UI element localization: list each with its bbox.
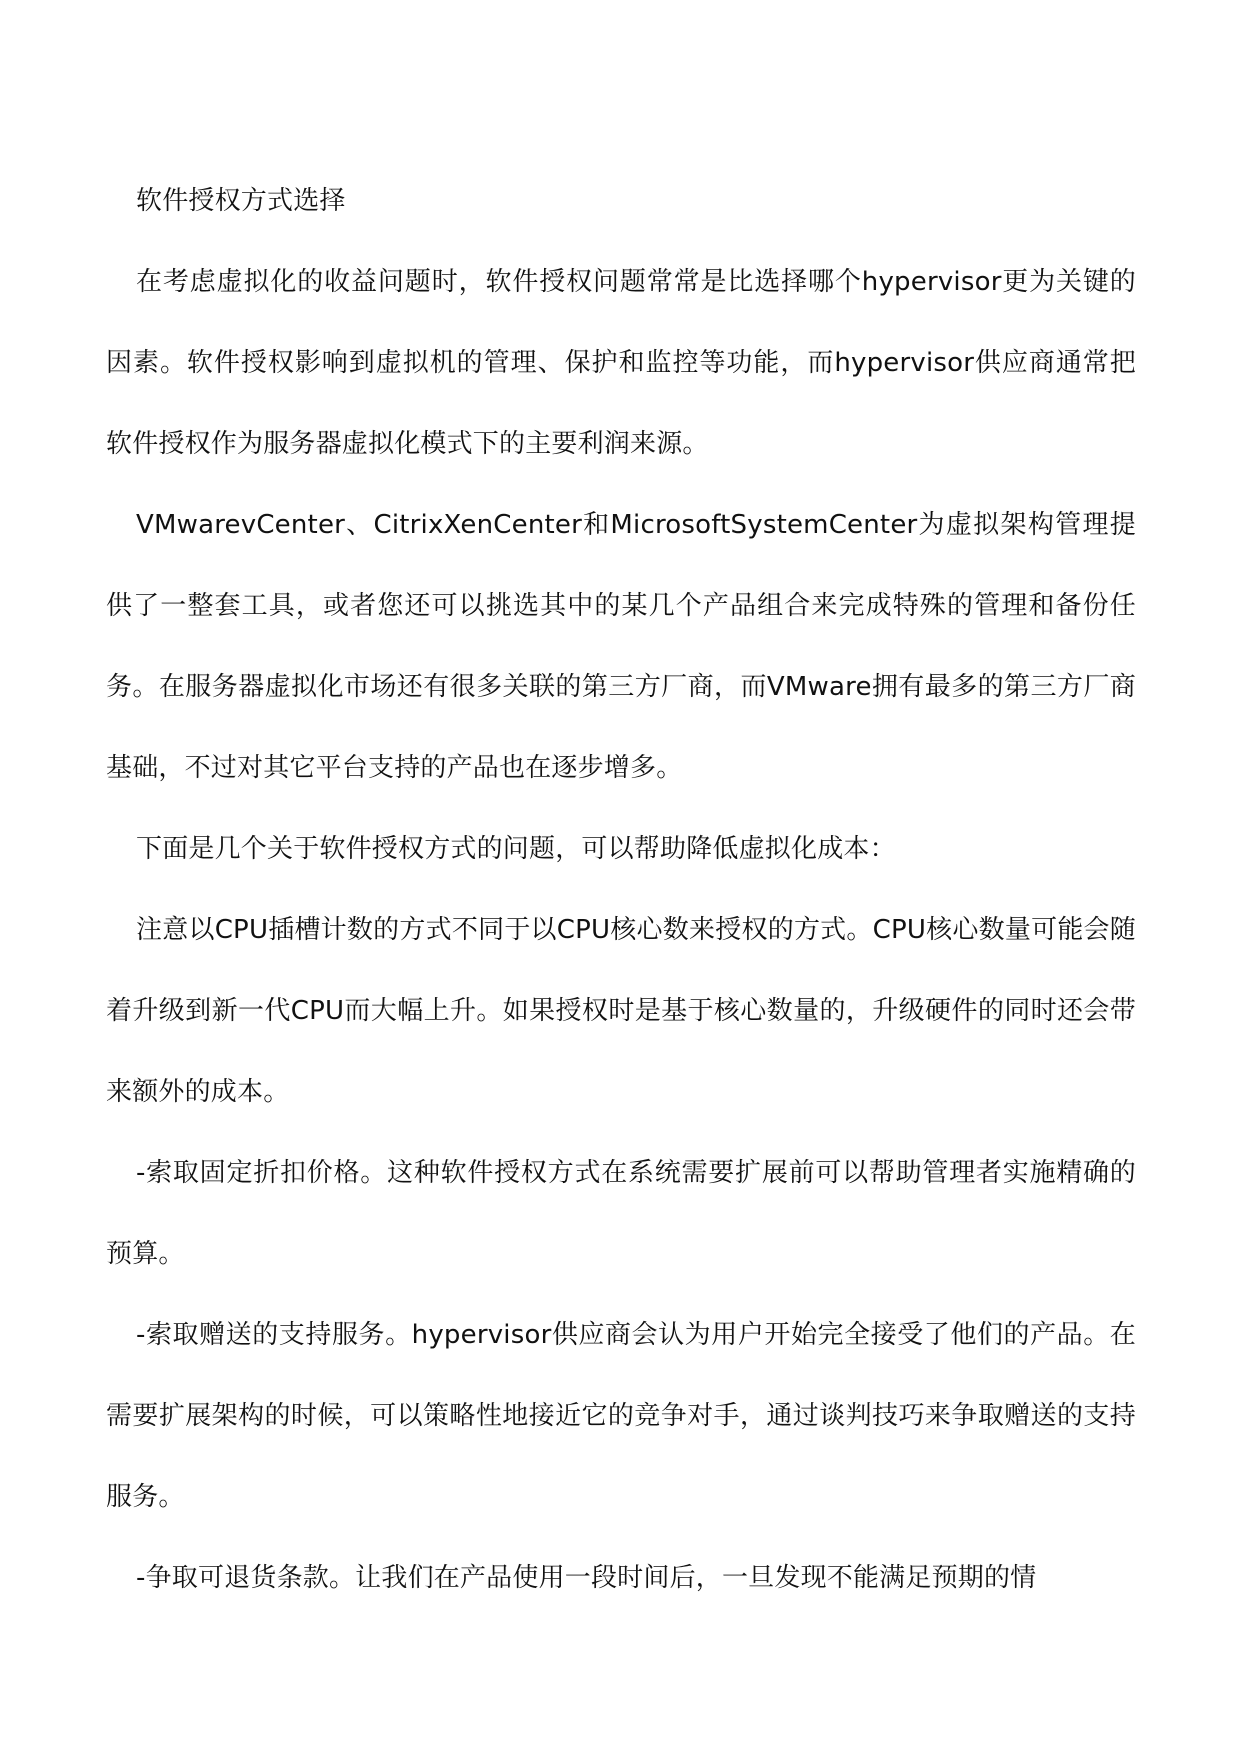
paragraph-management-tools: VMwarevCenter、CitrixXenCenter和MicrosoftSystemCenter为虚拟架构管理提供了一整套工具，或者您还可以挑选其中的某几个产品组合来完成特殊的管理和备份任务。在服务器虚拟化市场还有很多关联的第三方厂商，而VMware拥有最多的第三方厂商基础，不过对其它平台支持的产品也在逐步增多。 bbox=[106, 510, 1136, 783]
section-heading: 软件授权方式选择 bbox=[136, 186, 346, 216]
paragraph-hypervisor-licensing: 在考虑虚拟化的收益问题时，软件授权问题常常是比选择哪个hypervisor更为关键的因素。软件授权影响到虚拟机的管理、保护和监控等功能，而hypervisor供应商通常把软件授权作为服务器虚拟化模式下的主要利润来源。 bbox=[106, 267, 1136, 459]
paragraph-fixed-discount: -索取固定折扣价格。这种软件授权方式在系统需要扩展前可以帮助管理者实施精确的预算。 bbox=[106, 1158, 1136, 1269]
document-body bbox=[106, 161, 1136, 1619]
paragraph-questions-intro: 下面是几个关于软件授权方式的问题，可以帮助降低虚拟化成本： bbox=[136, 834, 896, 864]
paragraph-free-support: -索取赠送的支持服务。hypervisor供应商会认为用户开始完全接受了他们的产品。在需要扩展架构的时候，可以策略性地接近它的竞争对手，通过谈判技巧来争取赠送的支持服务。 bbox=[106, 1320, 1136, 1512]
paragraph-cpu-licensing: 注意以CPU插槽计数的方式不同于以CPU核心数来授权的方式。CPU核心数量可能会随着升级到新一代CPU而大幅上升。如果授权时是基于核心数量的，升级硬件的同时还会带来额外的成本。 bbox=[106, 915, 1136, 1107]
paragraph-return-clause: -争取可退货条款。让我们在产品使用一段时间后，一旦发现不能满足预期的情 bbox=[136, 1563, 1037, 1593]
